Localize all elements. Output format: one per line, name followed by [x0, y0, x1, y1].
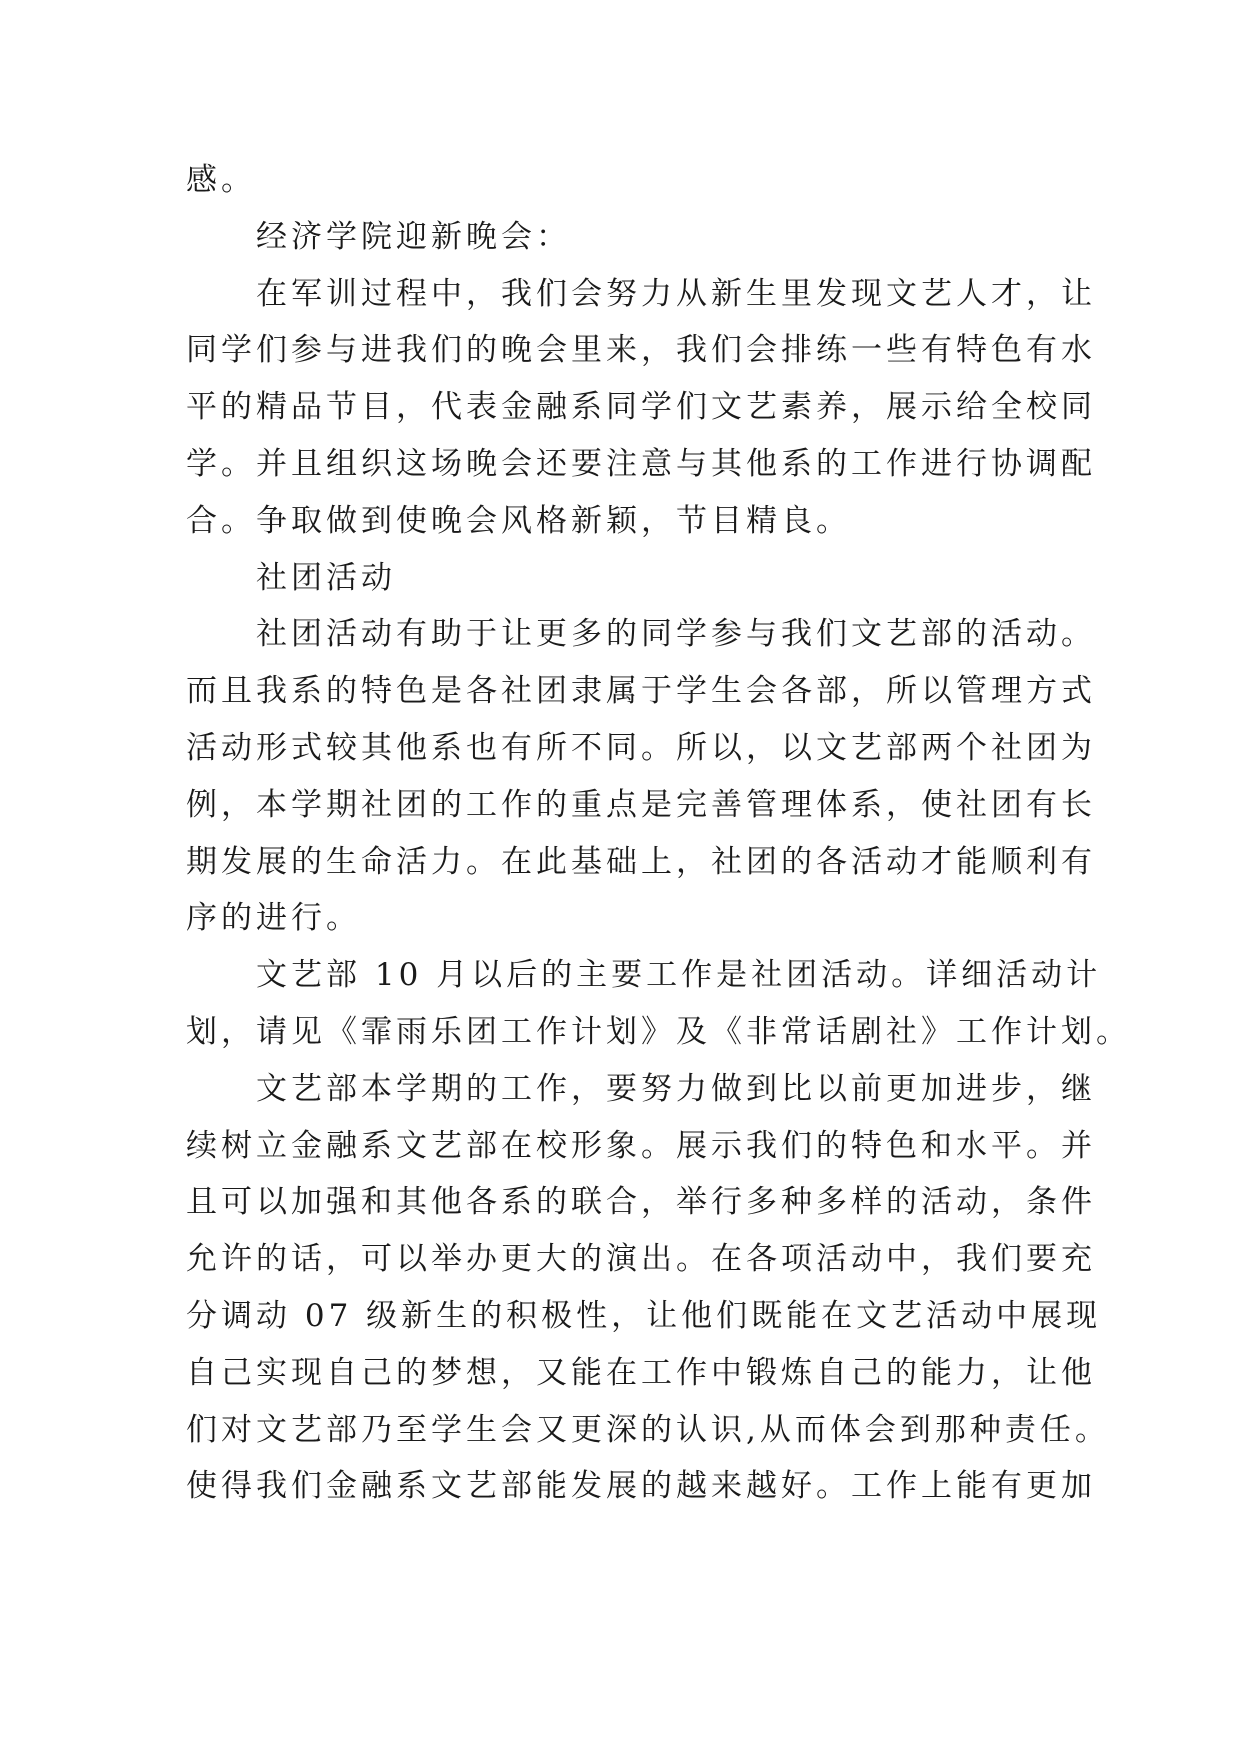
text-line: 自己实现自己的梦想，又能在工作中锻炼自己的能力，让他 [186, 1354, 1096, 1391]
text-line: 文艺部 10 月以后的主要工作是社团活动。详细活动计 [256, 957, 1102, 994]
text-line: 活动形式较其他系也有所不同。所以，以文艺部两个社团为 [186, 729, 1096, 766]
text-line: 们对文艺部乃至学生会又更深的认识,从而体会到那种责任。 [186, 1411, 1110, 1448]
text-line: 合。争取做到使晚会风格新颖，节目精良。 [186, 502, 851, 539]
text-line: 序的进行。 [186, 900, 361, 937]
text-line: 使得我们金融系文艺部能发展的越来越好。工作上能有更加 [186, 1468, 1096, 1505]
section-heading: 社团活动 [256, 559, 396, 596]
body-text [186, 152, 1131, 1515]
text-line: 例，本学期社团的工作的重点是完善管理体系，使社团有长 [186, 786, 1096, 823]
text-line: 允许的话，可以举办更大的演出。在各项活动中，我们要充 [186, 1241, 1096, 1278]
text-line: 而且我系的特色是各社团隶属于学生会各部，所以管理方式 [186, 673, 1096, 710]
text-line: 社团活动有助于让更多的同学参与我们文艺部的活动。 [256, 616, 1096, 653]
text-line: 在军训过程中，我们会努力从新生里发现文艺人才，让 [256, 275, 1096, 312]
text-line: 续树立金融系文艺部在校形象。展示我们的特色和水平。并 [186, 1127, 1096, 1164]
text-line: 期发展的生命活力。在此基础上，社团的各活动才能顺利有 [186, 843, 1096, 880]
text-line: 分调动 07 级新生的积极性，让他们既能在文艺活动中展现 [186, 1297, 1102, 1334]
section-heading: 经济学院迎新晚会： [256, 218, 571, 255]
text-line: 划，请见《霏雨乐团工作计划》及《非常话剧社》工作计划。 [186, 1013, 1131, 1050]
text-line: 同学们参与进我们的晚会里来，我们会排练一些有特色有水 [186, 332, 1096, 369]
text-line: 文艺部本学期的工作，要努力做到比以前更加进步，继 [256, 1070, 1096, 1107]
text-line: 学。并且组织这场晚会还要注意与其他系的工作进行协调配 [186, 445, 1096, 482]
text-line: 平的精品节目，代表金融系同学们文艺素养，展示给全校同 [186, 389, 1096, 426]
text-line: 且可以加强和其他各系的联合，举行多种多样的活动，条件 [186, 1184, 1096, 1221]
text-line: 感。 [186, 162, 256, 198]
